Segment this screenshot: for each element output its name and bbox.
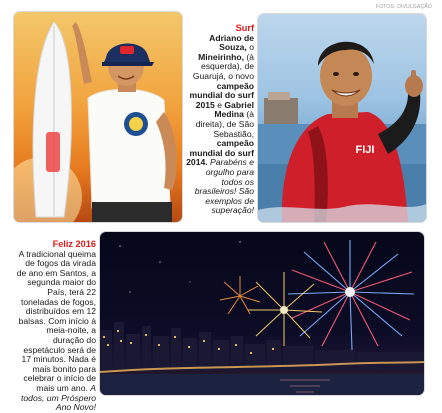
surf-title-2015: campeão mundial do surf 2015	[189, 80, 254, 110]
surf-name-gabriel: Gabriel Medina	[214, 99, 254, 120]
feliz-body: A tradicional queima de fogos da virada de ano em Santos, a segunda maior do País, terá 22 toneladas de fogos, distribuídos em 12 balsas. Com início à meia-noite, a duração do espetáculo será de 17 minutos. Nada é mais bonito para celebrar o início de mais um ano.	[16, 248, 96, 393]
photo-fireworks-santos	[100, 232, 424, 395]
photo-gabriel-medina	[258, 14, 426, 222]
feliz-2016-caption	[14, 240, 96, 413]
surf-text-connector-1: o	[246, 42, 254, 53]
surf-congrats: Parabéns e orgulho para todos os brasileiros! São exemplos de superação!	[194, 157, 254, 216]
photo-credit: FOTOS: DIVULGAÇÃO	[375, 4, 432, 10]
feliz-kicker: Feliz 2016	[52, 239, 96, 249]
surf-text-connector-2: e	[214, 99, 225, 110]
photo-adriano-de-souza	[14, 12, 182, 222]
feliz-wish: A todos, um Próspero Ano Novo!	[21, 382, 96, 413]
surf-kicker: Surf	[235, 23, 254, 33]
surf-nickname: Mineirinho,	[198, 51, 244, 62]
surf-caption	[186, 24, 254, 216]
firework-small	[220, 276, 260, 314]
fireworks-illustration	[100, 232, 424, 395]
firework-large	[288, 240, 414, 350]
surf-text-origin-1: (à esquerda), de Guarujá, o novo	[192, 51, 254, 81]
jersey-lettering: FIJI	[355, 144, 375, 156]
adriano-illustration	[14, 12, 182, 222]
gabriel-illustration	[258, 14, 426, 222]
surf-text-origin-2: (à direita), de São Sebastião,	[195, 109, 254, 139]
surf-name-adriano: Adriano de Souza,	[209, 32, 254, 53]
surf-title-2014: campeão mundial do surf 2014.	[186, 138, 254, 168]
